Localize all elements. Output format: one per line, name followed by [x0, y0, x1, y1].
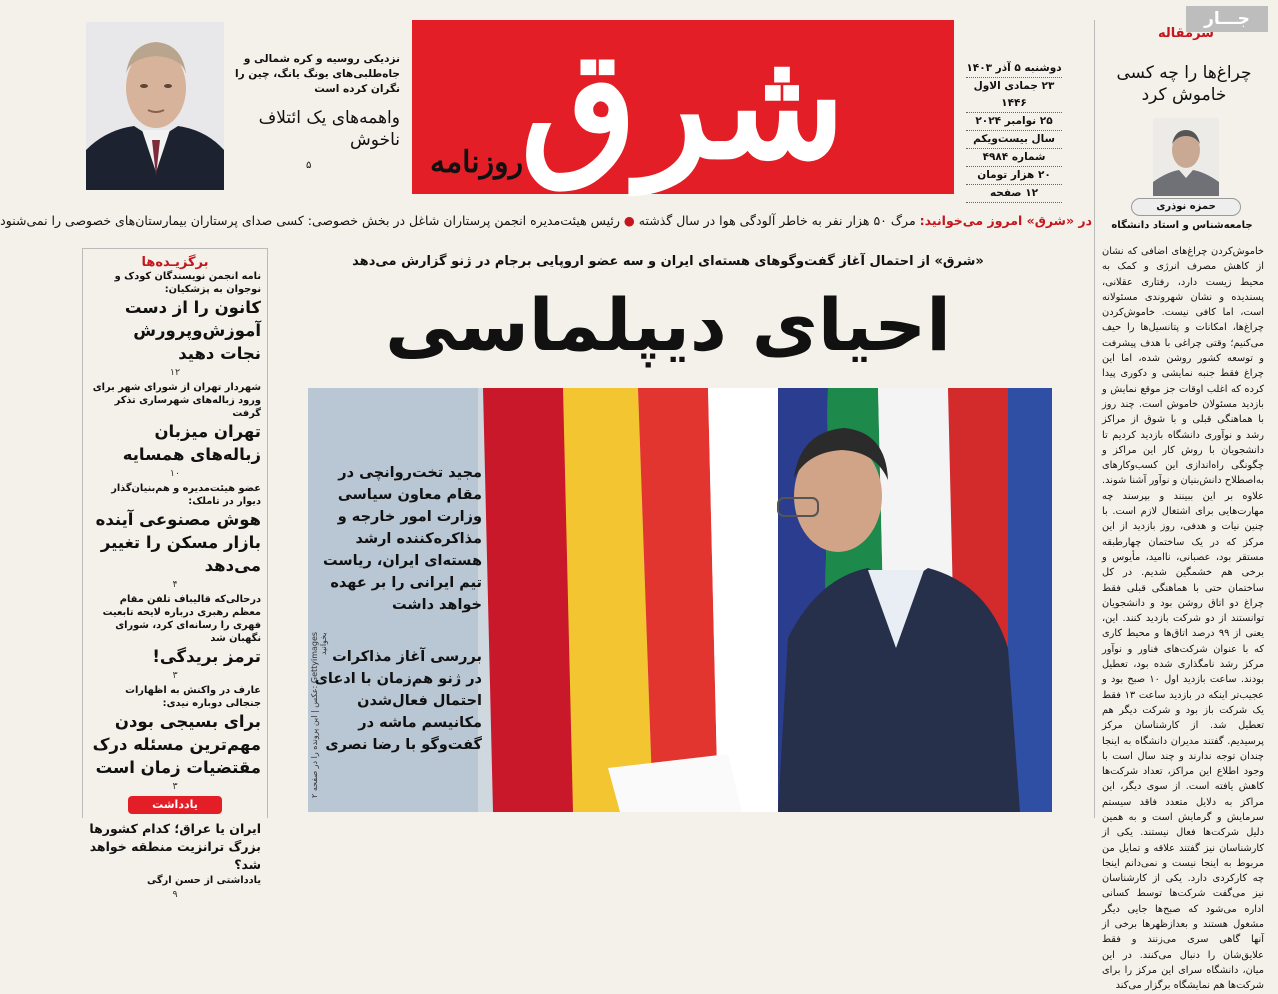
watermark: جـــار: [1186, 6, 1268, 32]
photo-caption-2: بررسی آغاز مذاکرات در ژنو هم‌زمان با ادعای احتمال فعال‌شدن مکانیسم ماشه در گفت‌وگو با رضا نصری: [314, 649, 482, 753]
highlight-item[interactable]: [83, 270, 267, 378]
highlight-item[interactable]: [83, 482, 267, 590]
highlight-title: ترمز بریدگی!: [152, 647, 261, 666]
top-left-page: ۵: [306, 160, 312, 171]
note-author: یادداشتی از حسن ارگی: [147, 875, 261, 886]
top-left-story[interactable]: [230, 52, 400, 151]
main-headline[interactable]: احیای دیپلماسی: [385, 283, 951, 367]
highlight-item[interactable]: [83, 593, 267, 681]
highlight-kicker: عضو هیئت‌مدیره و هم‌بنیان‌گذار دیوار در تاملک:: [111, 483, 261, 507]
ticker-item-1[interactable]: مرگ ۵۰ هزار نفر به خاطر آلودگی هوا در سال گذشته: [638, 213, 916, 228]
note-item[interactable]: [83, 820, 267, 900]
ticker: [0, 208, 1092, 234]
date-gregorian: ۲۵ نوامبر ۲۰۲۴: [966, 113, 1062, 131]
photo-caption-1: مجید تخت‌روانچی در مقام معاون سیاسی وزارت امور خارجه و مذاکره‌کننده ارشد هسته‌ای ایران، ریاست تیم ایرانی را بر عهده خواهد داشت: [322, 465, 482, 613]
highlight-kicker: نامه انجمن نویسندگان کودک و نوجوان به پزشکیان:: [114, 271, 261, 295]
highlights-column: [82, 248, 268, 900]
ticker-separator: ●: [619, 213, 635, 228]
masthead-logo[interactable]: [412, 17, 954, 194]
top-left-kicker: نزدیکی روسیه و کره شمالی و جاه‌طلبی‌های یونگ یانگ، چین را نگران کرده است: [235, 53, 400, 95]
editorial-section: سرمقاله: [1158, 26, 1214, 41]
main-photo: [308, 388, 1052, 812]
main-surtitle[interactable]: «شرق» از احتمال آغاز گفت‌وگوهای هسته‌ای ایران و سه عضو اروپایی برجام در ژنو گزارش می‌دهد: [352, 254, 984, 269]
highlight-item[interactable]: [83, 381, 267, 479]
highlight-page: ۱۲: [169, 367, 181, 378]
highlight-kicker: شهردار تهران از شورای شهر برای ورود زباله‌های شهرساری تذکر گرفت: [92, 382, 261, 419]
ticker-label: در «شرق» امروز می‌خوانید:: [919, 213, 1092, 228]
highlight-page: ۱۰: [169, 468, 181, 479]
ticker-item-2[interactable]: رئیس هیئت‌مدیره انجمن پرستاران شاغل در بخش خصوصی: کسی صدای پرستاران بیمارستان‌های خصوصی را نمی‌شنود: [0, 213, 620, 228]
author-title: جامعه‌شناس و استاد دانشگاه: [1111, 220, 1253, 231]
highlight-title: برای بسیجی بودن مهم‌ترین مسئله درک مقتضیات زمان است: [92, 712, 261, 777]
date-persian: دوشنبه ۵ آذر ۱۴۰۳: [966, 60, 1062, 78]
issue-info: [966, 60, 1062, 203]
highlight-item[interactable]: [83, 684, 267, 792]
date-hijri: ۲۳ جمادی الاول ۱۴۴۶: [966, 78, 1062, 113]
author-name: حمزه نوذری: [1131, 198, 1241, 216]
issue-pages: ۱۲ صفحه: [966, 185, 1062, 203]
issue-year: سال بیست‌ویکم: [966, 131, 1062, 149]
highlight-page: ۳: [172, 781, 178, 792]
highlight-kicker: درحالی‌که قالیباف تلفن مقام معظم رهبری درباره لایحه تابعیت فهری را رسانه‌ای کرد، شورای نگهبان شد: [102, 594, 261, 644]
highlight-page: ۳: [172, 670, 178, 681]
issue-number: شماره ۴۹۸۴: [966, 149, 1062, 167]
note-label: یادداشت: [128, 796, 222, 814]
logo-word: شرق: [520, 17, 846, 193]
author-photo: [1153, 118, 1219, 196]
highlight-kicker: عارف در واکنش به اظهارات جنجالی دوباره نیدی:: [125, 685, 261, 709]
editorial-body: خاموش‌کردن چراغ‌های اضافی که نشان از کاهش مصرف انرژی و کمک به محیط زیست دارد، رفتاری عقلانی، پسندیده و نشان شهروندی مسئولانه است، اما کافی نیست. خاموش‌کردن چراغ‌ها، امکانات و پتانسیل‌ها را حیف می‌کنیم؛ وقتی چراغی با هدف پیشرفت و توسعه کشور روشن شده، اما این چراغ فقط جنبه نمایشی و دکوری پیدا کرده که اغلب اوقات جز موقع نمایش و بازدید مسئولان خاموش است. چند روز با هماهنگی قبلی و با شوق از مراکز رشد و نوآوری دانشگاه بازدید کردیم تا دانشجویان با روش کار این مراکز و چگونگی راه‌اندازی این کسب‌وکارهای به‌اصطلاح دانش‌بنیان و نوآور آشنا شوند. علاوه بر این ببینند و بپرسند چه مهارت‌هایی برای اشتغال لازم است. با چنین نیات و هدفی، روز بازدید از این مرکز که در یک ساختمان چهارطبقه مستقر بود، عصبانی، ناامید، مأیوس و برخی هم خشمگین شدیم. در کل ساختمان حتی با هماهنگی قبلی فقط چراغ دو اتاق روشن بود و دانشجویان توانستند از دو شرکت بازدید کنند. این، یعنی از ۹۹ درصد اتاق‌ها و محیط کاری که با عنوان شرکت‌های فناور و نوآور مرکز رشد نامگذاری شده بود، تعطیل بودند. ساعت بازدید اول ۱۰ صبح بود و عجیب‌تر اینکه در بازدید ساعت ۱۳ فقط یک شرکت باز بود و شرکت دیگر هم تعطیل شد. از کارشناسان مرکز پرسیدیم. گفتند مدیران دانشگاه به اینجا چندان توجه ندارند و چند سال است با وجود اطلاع این مراکز، تعداد شرکت‌ها کاهش یافته است. از سوی دیگر، این مراکز به دلایل متعدد فاقد سیستم سرمایش و گرمایش است و به همین دلیل شرکت‌ها فعال نیستند. یکی از کارشناسان نیز گفتند علاقه و تمایل من مربوط به اینجا نیست و نمی‌دانم اینجا چه کارکردی دارد. یکی از کارشناسان نیز می‌گفت شرکت‌ها توسط کسانی اداره می‌شود که صبح‌ها جایی دیگر مشغول هستند و بعدازظهرها برخی از آنها گاهی سری می‌زنند و فقط علایق‌شان را دنبال می‌کنند. در این میان، دانشگاه سرای این مرکز را برای شرکت‌ها هم نمایشگاه برگزار می‌کند: [1102, 246, 1264, 992]
photo-credit: Gettyimages :عکس | این پرونده را در صفحه ۲ بخوانید: [310, 632, 328, 799]
note-title: ایران یا عراق؛ کدام کشورها بزرگ ترانزیت منطقه خواهد شد؟: [89, 821, 261, 872]
logo-subtitle: روزنامه: [430, 145, 524, 180]
putin-photo: [86, 22, 224, 190]
editorial-column: [1094, 20, 1272, 992]
highlight-title: کانون را از دست آموزش‌وپرورش نجات دهید: [124, 298, 261, 363]
top-left-title: واهمه‌های یک ائتلاف ناخوش: [258, 108, 400, 150]
note-page: ۹: [172, 889, 178, 900]
editorial-title[interactable]: چراغ‌ها را چه کسی خاموش کرد: [1116, 63, 1252, 105]
issue-price: ۲۰ هزار تومان: [966, 167, 1062, 185]
highlights-header: برگزیـده‌ها: [141, 255, 209, 270]
highlight-page: ۴: [172, 579, 178, 590]
highlight-title: هوش مصنوعی آینده بازار مسکن را تغییر می‌دهد: [95, 510, 261, 575]
highlight-title: تهران میزبان زباله‌های همسایه: [122, 422, 261, 464]
